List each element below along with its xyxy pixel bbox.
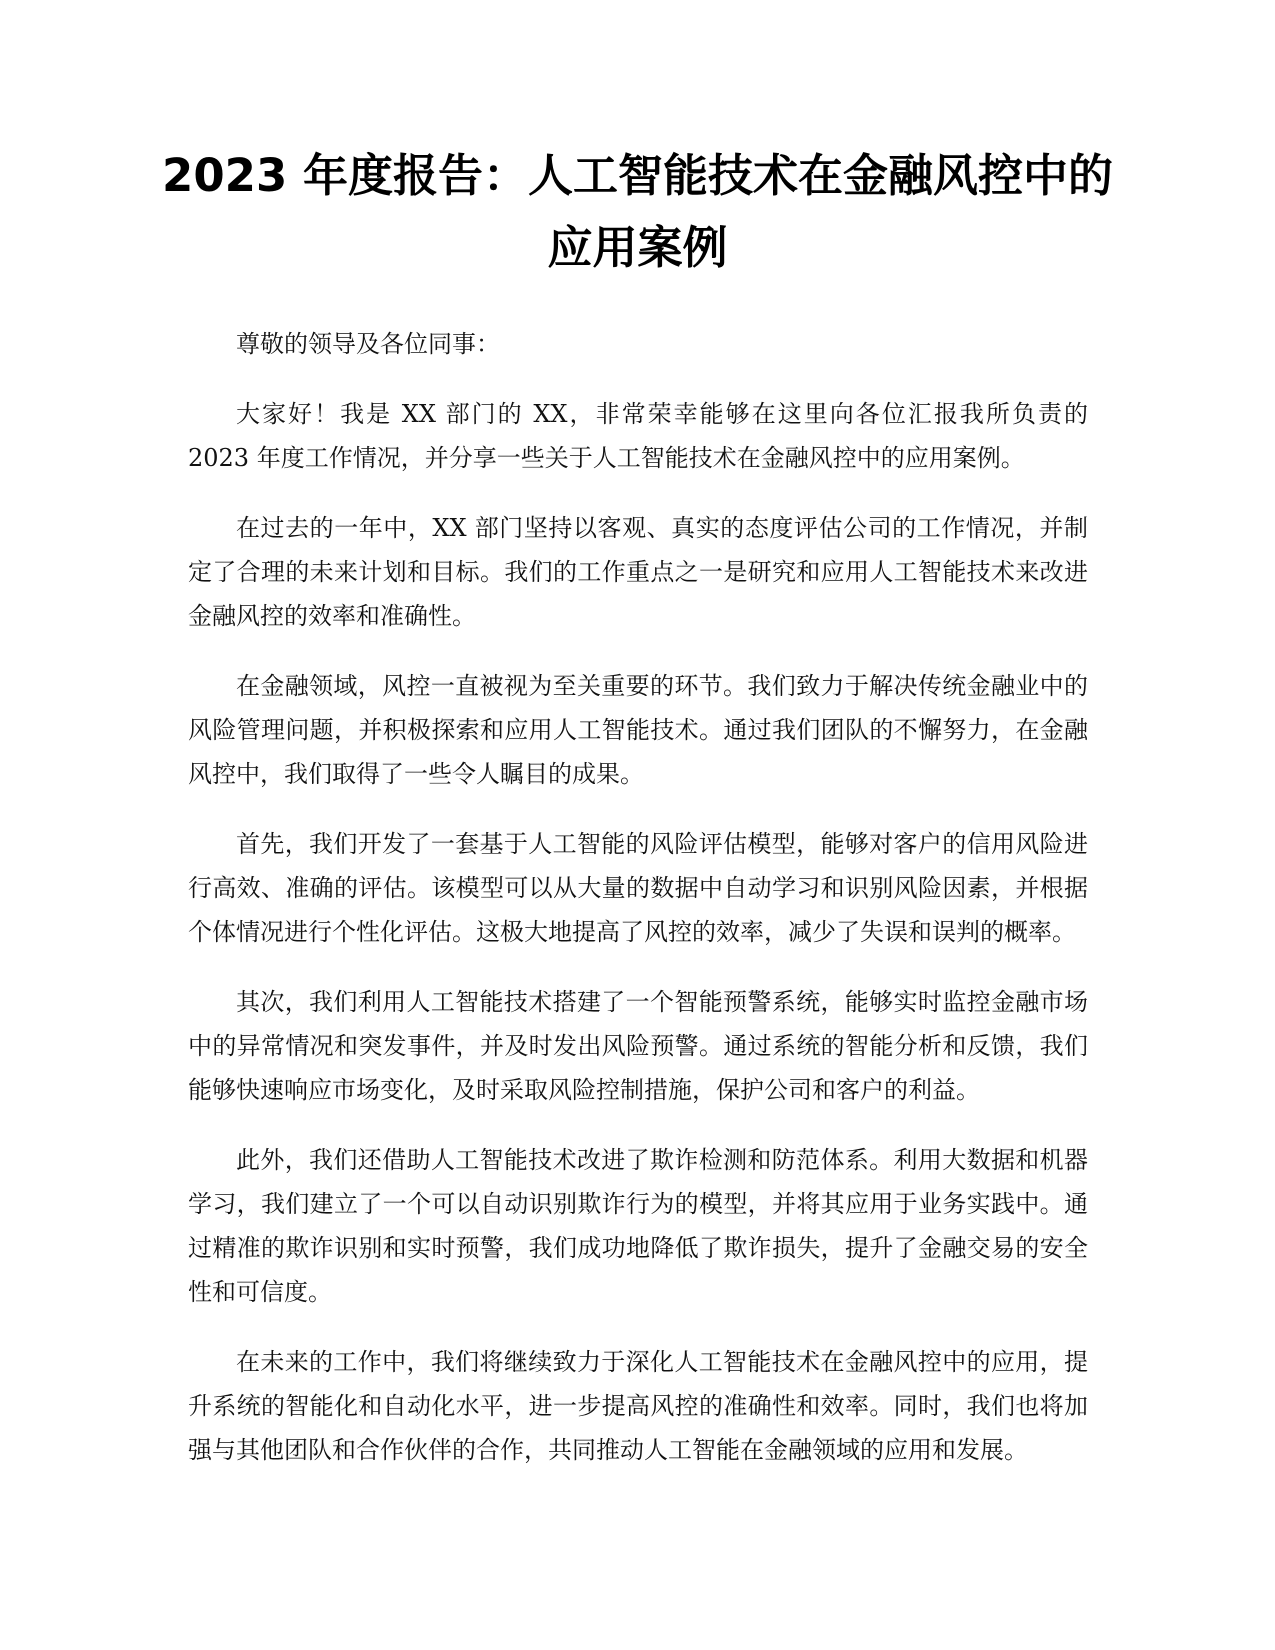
paragraph-risk-model: 首先，我们开发了一套基于人工智能的风险评估模型，能够对客户的信用风险进行高效、准确的评估。该模型可以从大量的数据中自动学习和识别风险因素，并根据个体情况进行个性化评估。这极大地提高了风控的效率，减少了失误和误判的概率。 [188,830,1088,946]
paragraph-overview: 在过去的一年中，XX 部门坚持以客观、真实的态度评估公司的工作情况，并制定了合理的未来计划和目标。我们的工作重点之一是研究和应用人工智能技术来改进金融风控的效率和准确性。 [188,514,1088,630]
paragraph-context: 在金融领域，风控一直被视为至关重要的环节。我们致力于解决传统金融业中的风险管理问题，并积极探索和应用人工智能技术。通过我们团队的不懈努力，在金融风控中，我们取得了一些令人瞩目的成果。 [188,672,1088,788]
paragraph-salutation: 尊敬的领导及各位同事： [236,330,500,358]
document-body [188,322,1088,1498]
paragraph-future-plans: 在未来的工作中，我们将继续致力于深化人工智能技术在金融风控中的应用，提升系统的智能化和自动化水平，进一步提高风控的准确性和效率。同时，我们也将加强与其他团队和合作伙伴的合作，共同推动人工智能在金融领域的应用和发展。 [188,1348,1088,1464]
paragraph-fraud-detection: 此外，我们还借助人工智能技术改进了欺诈检测和防范体系。利用大数据和机器学习，我们建立了一个可以自动识别欺诈行为的模型，并将其应用于业务实践中。通过精准的欺诈识别和实时预警，我们成功地降低了欺诈损失，提升了金融交易的安全性和可信度。 [188,1146,1088,1306]
paragraph-greeting: 大家好！我是 XX 部门的 XX，非常荣幸能够在这里向各位汇报我所负责的 2023 年度工作情况，并分享一些关于人工智能技术在金融风控中的应用案例。 [188,400,1088,472]
paragraph-warning-system: 其次，我们利用人工智能技术搭建了一个智能预警系统，能够实时监控金融市场中的异常情况和突发事件，并及时发出风险预警。通过系统的智能分析和反馈，我们能够快速响应市场变化，及时采取风险控制措施，保护公司和客户的利益。 [188,988,1088,1104]
document-title: 2023 年度报告：人工智能技术在金融风控中的应用案例 [162,149,1113,274]
